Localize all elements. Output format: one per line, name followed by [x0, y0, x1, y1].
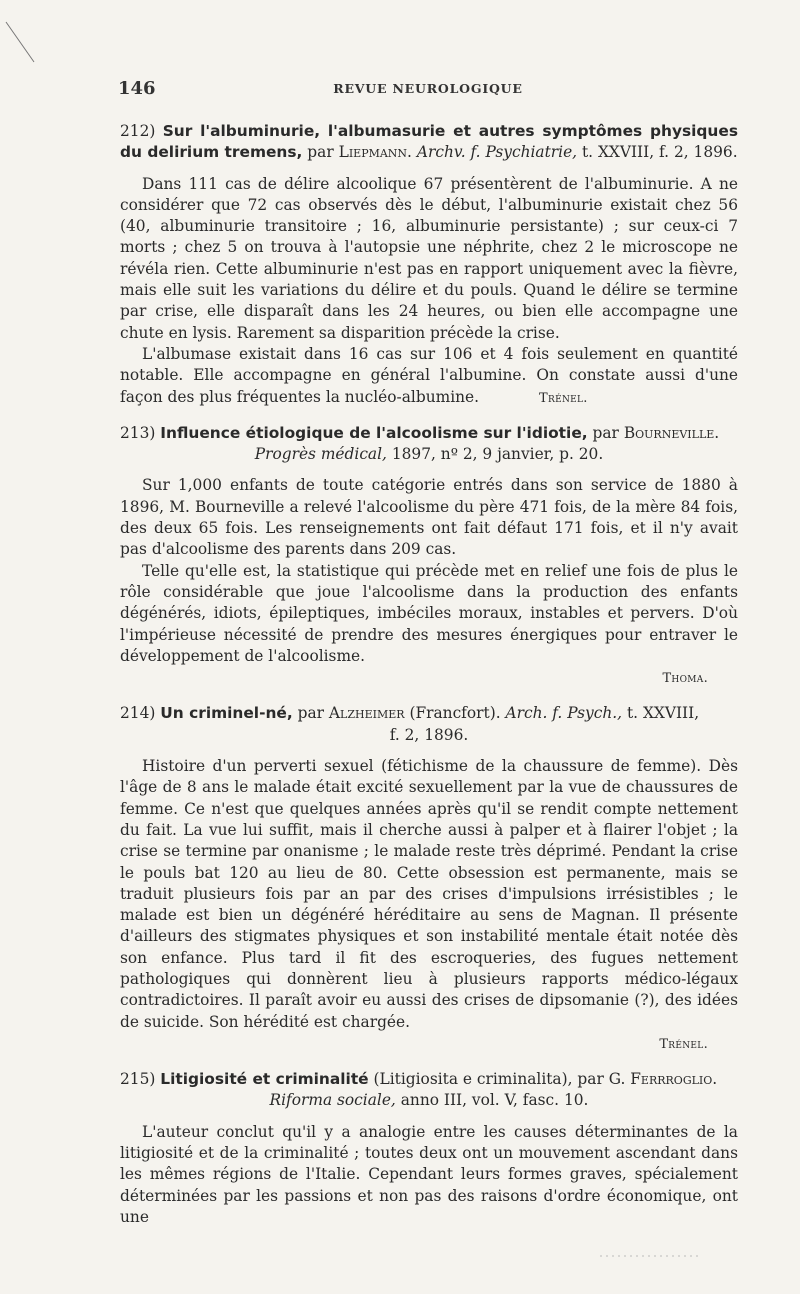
article-heading — [120, 703, 738, 724]
article-heading — [120, 1069, 738, 1090]
article-place: (Francfort). — [409, 704, 501, 723]
article-signature-line — [120, 1033, 738, 1055]
article-paragraph: Sur 1,000 enfants de toute catégorie entrés dans son service de 1880 à 1896, M. Bourneville a relevé l'alcoolisme du père 471 fois, de la mère 84 fois, des deux 65 fois. Les renseignements ont fait défaut 171 fois, et il n'y avait pas d'alcoolisme des parents dans 209 cas. — [120, 476, 738, 559]
decorative-dots — [600, 1253, 700, 1259]
page-content — [120, 121, 738, 1242]
article-214 — [120, 703, 738, 1055]
page-number: 146 — [118, 78, 156, 99]
article-reference — [120, 444, 738, 465]
article-paragraph: L'albumase existait dans 16 cas sur 106 et 4 fois seulement en quantité notable. Elle accompagne en général l'albumine. On constate aussi d'une façon des plus fréquentes la nucléo-albumine. Trénel. — [120, 344, 738, 406]
article-reference — [120, 1090, 738, 1111]
article-number: 213) — [120, 423, 156, 442]
article-title: Litigiosité et criminalité — [160, 1070, 369, 1089]
article-ref-volume: t. XXVIII, — [626, 704, 700, 723]
article-author: G. Ferrroglio. — [608, 1070, 718, 1089]
article-by: par — [307, 143, 334, 162]
article-journal: Arch. f. Psych., — [505, 704, 623, 723]
article-journal: Progrès médical, — [254, 445, 387, 464]
corner-crease-mark — [4, 20, 38, 64]
article-by: par — [297, 704, 325, 723]
article-by: par — [592, 423, 619, 442]
article-ref-issue: f. 2, 1896. — [389, 725, 469, 744]
article-number: 212) — [120, 122, 156, 140]
article-author: Bourneville. — [623, 423, 720, 442]
article-reference — [120, 725, 738, 746]
article-ref-issue: 1897, nº 2, 9 janvier, p. 20. — [391, 445, 604, 464]
article-subtitle: (Litigiosita e criminalita), — [373, 1070, 573, 1089]
article-title: Sur l'albuminurie, l'albumasurie et autres symptômes physiques du delirium tremens, — [120, 122, 738, 162]
article-title: Influence étiologique de l'alcoolisme sur l'idiotie, — [160, 423, 588, 442]
article-signature: Trénel. — [539, 390, 588, 406]
article-author: Liepmann. — [338, 143, 412, 162]
article-213 — [120, 423, 738, 690]
article-journal: Riforma sociale, — [269, 1091, 396, 1110]
article-by: par — [577, 1070, 604, 1089]
article-number: 214) — [120, 704, 156, 723]
article-212 — [120, 121, 738, 409]
article-author: Alzheimer — [328, 704, 405, 723]
article-journal: Archv. f. Psychiatrie, — [416, 143, 578, 162]
running-title: REVUE NEUROLOGIQUE — [333, 81, 523, 96]
article-ref-issue: anno III, vol. V, fasc. 10. — [400, 1091, 589, 1110]
article-number: 215) — [120, 1070, 156, 1089]
article-signature-line — [120, 667, 738, 689]
article-paragraph: Telle qu'elle est, la statistique qui précède met en relief une fois de plus le rôle considérable que joue l'alcoolisme dans la production des enfants dégénérés, idiots, épileptiques, imbéciles moraux, instables et pervers. D'où l'impérieuse nécessité de prendre des mesures énergiques pour entraver le développement de l'alcoolisme. — [120, 561, 738, 665]
article-title: Un criminel-né, — [160, 704, 293, 723]
article-signature: Trénel. — [659, 1036, 708, 1052]
article-ref-issue: f. 2, 1896. — [659, 143, 738, 162]
article-signature: Thoma. — [662, 671, 708, 687]
page-header — [118, 78, 738, 102]
article-heading — [120, 121, 738, 164]
article-ref-volume: t. XXVIII, — [581, 143, 655, 162]
article-215 — [120, 1069, 738, 1228]
article-paragraph: L'auteur conclut qu'il y a analogie entre les causes déterminantes de la litigiosité et de la criminalité ; toutes deux ont un mouvement ascendant dans les mêmes régions de l'Italie. Cependant leurs formes graves, spécialement déterminées par les passions et non pas des raisons d'ordre économique, ont une — [120, 1122, 738, 1226]
article-heading — [120, 423, 738, 444]
article-paragraph: Histoire d'un perverti sexuel (fétichisme de la chaussure de femme). Dès l'âge de 8 ans le malade était excité sexuellement par la vue de chaussures de femme. Ce n'est que quelques années après qu'il se rendit compte nettement du fait. La vue lui suffit, mais il cherche aussi à palper et à flairer l'objet ; la crise se termine par onanisme ; le malade reste très déprimé. Pendant la crise le pouls bat 120 au lieu de 80. Cette obsession est permanente, mais se traduit plusieurs fois par an par des crises d'impulsions irrésistibles ; le malade est bien un dégénéré héréditaire au sens de Magnan. Il présente d'ailleurs des stigmates physiques et son instabilité mentale était notée dès son enfance. Plus tard il fit des escroqueries, des fugues nettement pathologiques qui donnèrent lieu à plusieurs rapports médico-légaux contradictoires. Il paraît avoir eu aussi des crises de dipsomanie (?), des idées de suicide. Son hérédité est chargée. — [120, 757, 738, 1031]
article-paragraph: Dans 111 cas de délire alcoolique 67 présentèrent de l'albuminurie. A ne considérer que 72 cas observés dès le début, l'albuminurie existait chez 56 (40, albuminurie transitoire ; 16, albuminurie persistante) ; sur ceux-ci 7 morts ; chez 5 on trouva à l'autopsie une néphrite, chez 2 le microscope ne révéla rien. Cette albuminurie n'est pas en rapport uniquement avec la fièvre, mais elle suit les variations du délire et du pouls. Quand le délire se termine par crise, elle disparaît dans les 24 heures, ou bien elle accompagne une chute en lysis. Rarement sa disparition précède la crise. — [120, 174, 738, 342]
